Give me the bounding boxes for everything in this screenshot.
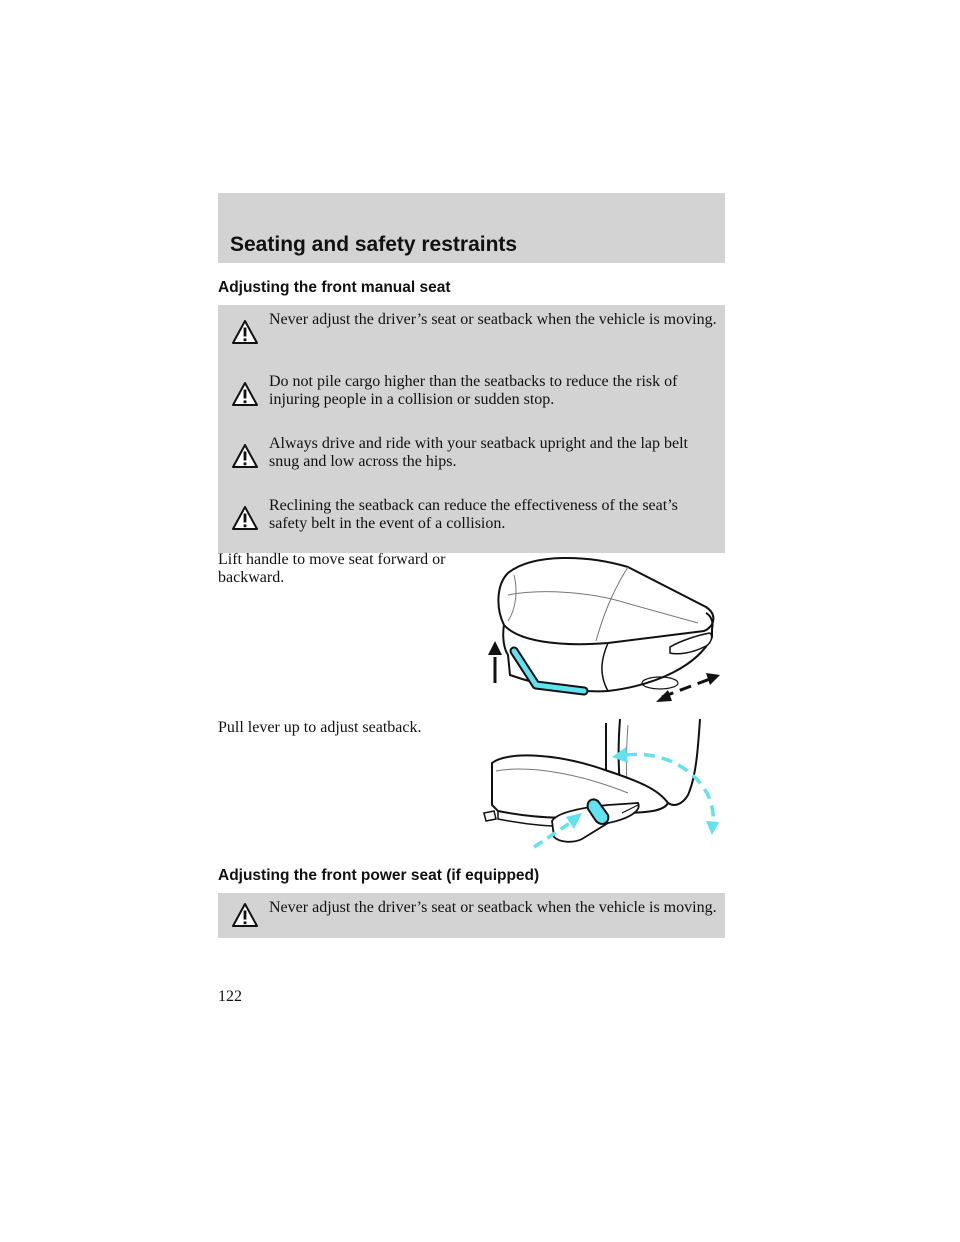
warning-text: Do not pile cargo higher than the seatbacks to reduce the risk of injuring people in a collision or sudden stop.	[269, 373, 678, 408]
heading-manual-seat: Adjusting the front manual seat	[218, 279, 451, 296]
warning-icon	[231, 902, 259, 928]
warning-icon	[231, 381, 259, 407]
warning-box	[218, 893, 725, 938]
warning-icon	[231, 443, 259, 469]
warning-box	[218, 367, 725, 429]
warning-text: Always drive and ride with your seatback upright and the lap belt snug and low across the hips.	[269, 435, 688, 470]
warning-box	[218, 305, 725, 367]
warning-box	[218, 429, 725, 491]
section-header-title: Seating and safety restraints	[230, 233, 518, 256]
seat-track-illustration	[478, 545, 728, 710]
instruction-lift-handle: Lift handle to move seat forward or backward.	[218, 551, 446, 586]
warning-text: Never adjust the driver’s seat or seatback when the vehicle is moving.	[269, 899, 717, 916]
warning-text: Never adjust the driver’s seat or seatback when the vehicle is moving.	[269, 311, 717, 328]
warning-icon	[231, 319, 259, 345]
warning-text: Reclining the seatback can reduce the effectiveness of the seat’s safety belt in the event of a collision.	[269, 497, 678, 532]
section-header-band	[218, 193, 725, 263]
instruction-pull-lever: Pull lever up to adjust seatback.	[218, 719, 422, 736]
heading-power-seat: Adjusting the front power seat (if equipped)	[218, 867, 540, 884]
warning-box	[218, 491, 725, 553]
seatback-recline-illustration	[478, 715, 728, 855]
page-number: 122	[218, 988, 242, 1005]
warning-icon	[231, 505, 259, 531]
